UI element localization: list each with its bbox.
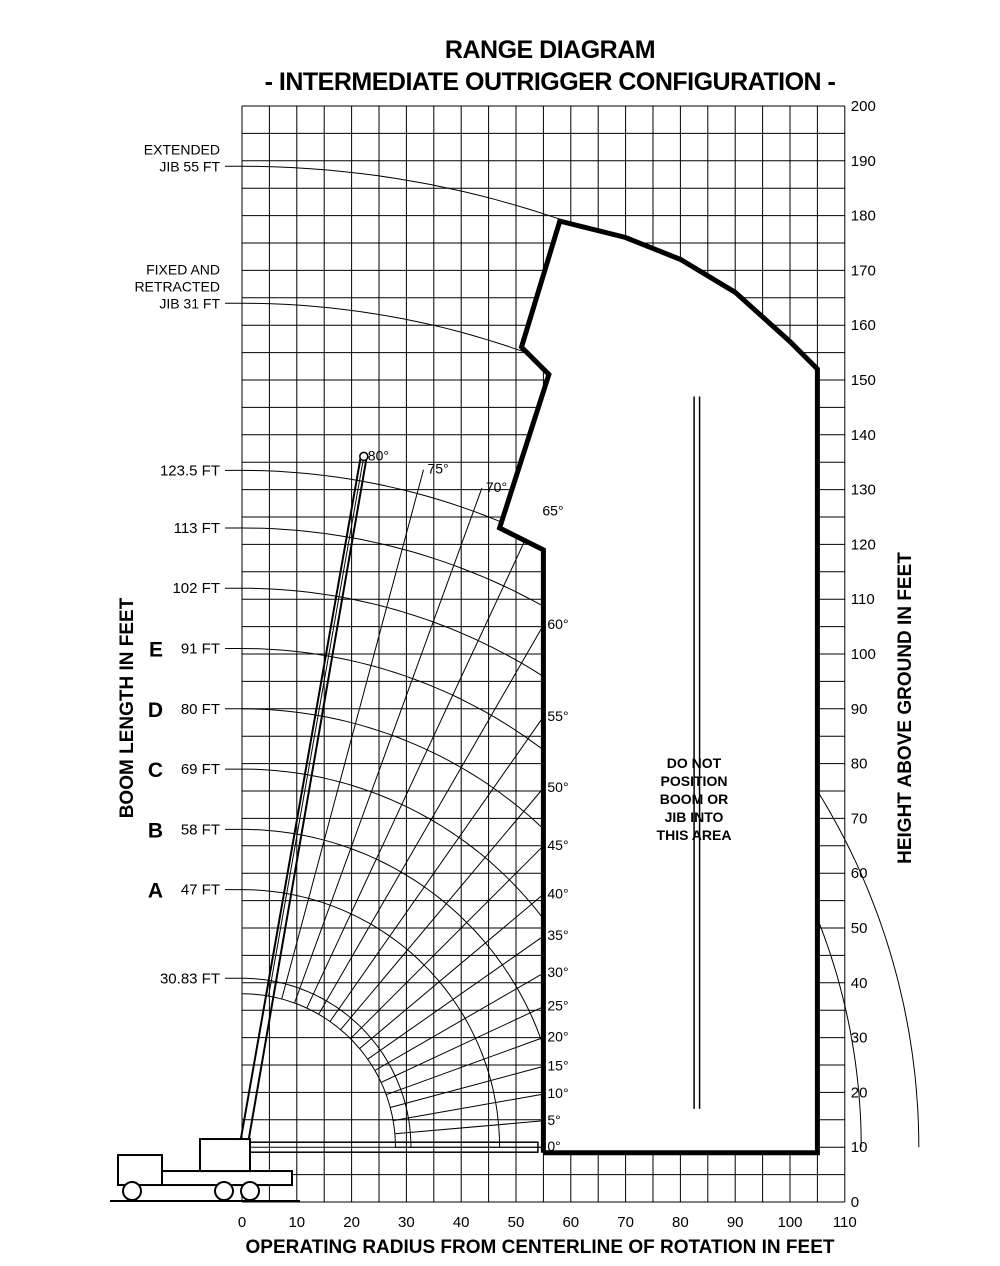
y-tick-label: 150 bbox=[850, 372, 876, 389]
x-tick-label: 40 bbox=[452, 1214, 470, 1231]
y-tick-label: 160 bbox=[850, 317, 876, 335]
x-tick-label: 100 bbox=[777, 1214, 803, 1231]
y-tick-label: 200 bbox=[850, 98, 876, 115]
boom-length-label: 102 FT bbox=[172, 580, 220, 598]
x-tick-label: 50 bbox=[507, 1214, 525, 1231]
angle-ray bbox=[341, 788, 544, 1030]
y-tick-label: 10 bbox=[850, 1139, 868, 1157]
jib-length-label: EXTENDED bbox=[143, 141, 220, 158]
angle-label: 50° bbox=[547, 779, 569, 795]
angle-label: 55° bbox=[547, 707, 569, 724]
jib-length-label: JIB 31 FT bbox=[159, 295, 220, 312]
boom-length-label: 80 FT bbox=[180, 700, 220, 718]
y-tick-label: 40 bbox=[850, 974, 868, 992]
angle-label: 25° bbox=[547, 997, 569, 1014]
x-tick-label: 0 bbox=[237, 1214, 247, 1231]
angle-ray bbox=[330, 717, 543, 1022]
y-tick-label: 110 bbox=[850, 591, 875, 609]
boom-length-label: 30.83 FT bbox=[159, 970, 220, 988]
boom-section-letter: D bbox=[147, 698, 163, 722]
y-tick-label: 100 bbox=[850, 646, 876, 663]
x-tick-label: 10 bbox=[288, 1214, 306, 1231]
x-axis-label: OPERATING RADIUS FROM CENTERLINE OF ROTATION IN FEET bbox=[245, 1237, 835, 1258]
truck-cab bbox=[118, 1155, 162, 1185]
angle-label: 70° bbox=[485, 479, 508, 496]
y-tick-label: 120 bbox=[850, 536, 876, 554]
angle-ray bbox=[282, 470, 424, 999]
x-tick-label: 70 bbox=[617, 1214, 634, 1231]
angle-label: 15° bbox=[547, 1057, 569, 1074]
angle-label: 80° bbox=[367, 447, 389, 464]
boom-length-label: 123.5 FT bbox=[159, 462, 220, 480]
x-tick-label: 60 bbox=[562, 1214, 580, 1231]
jib-length-label: RETRACTED bbox=[134, 278, 220, 295]
boom-length-label: 91 FT bbox=[180, 640, 220, 658]
angle-ray bbox=[319, 625, 544, 1014]
y-tick-label: 180 bbox=[850, 207, 876, 225]
warning-line-3: BOOM OR bbox=[659, 791, 729, 807]
angle-ray bbox=[295, 488, 482, 1003]
angle-label: 45° bbox=[547, 836, 569, 853]
truck-wheel bbox=[241, 1182, 259, 1200]
truck-wheel bbox=[215, 1182, 233, 1200]
x-tick-label: 80 bbox=[672, 1214, 689, 1231]
x-tick-label: 30 bbox=[398, 1214, 415, 1231]
angle-label: 5° bbox=[547, 1111, 561, 1128]
chart-title: RANGE DIAGRAM bbox=[444, 36, 656, 64]
boom-tip bbox=[360, 452, 368, 460]
jib-length-label: JIB 55 FT bbox=[159, 158, 220, 175]
boom-section-letter: A bbox=[147, 879, 163, 903]
boom-length-label: 113 FT bbox=[173, 519, 220, 537]
boom-length-label: 69 FT bbox=[180, 761, 220, 779]
y-tick-label: 140 bbox=[850, 426, 876, 444]
warning-line-1: DO NOT bbox=[666, 755, 722, 771]
warning-line-2: POSITION bbox=[660, 773, 728, 789]
angle-label: 65° bbox=[542, 502, 564, 519]
angle-ray bbox=[390, 1066, 543, 1107]
x-tick-label: 110 bbox=[832, 1214, 857, 1231]
y-tick-label: 0 bbox=[850, 1194, 860, 1211]
y-tick-label: 130 bbox=[850, 481, 876, 499]
jib-length-label: FIXED AND bbox=[146, 261, 220, 278]
x-tick-label: 90 bbox=[726, 1214, 744, 1231]
angle-ray bbox=[386, 1038, 543, 1095]
angle-ray bbox=[395, 1121, 544, 1134]
y-tick-label: 50 bbox=[850, 920, 868, 937]
y-tick-label: 20 bbox=[850, 1084, 868, 1102]
y-tick-label: 90 bbox=[850, 700, 868, 718]
crane-turret bbox=[200, 1139, 250, 1171]
angle-label: 30° bbox=[547, 964, 569, 981]
boom-line bbox=[246, 456, 367, 1155]
boom-section-letter: B bbox=[147, 819, 163, 843]
boom-length-label: 47 FT bbox=[180, 881, 220, 899]
y-axis-label-left: BOOM LENGTH IN FEET bbox=[117, 597, 138, 819]
angle-ray bbox=[375, 973, 544, 1070]
warning-line-4: JIB INTO bbox=[664, 809, 724, 825]
angle-ray bbox=[307, 512, 539, 1009]
warning-line-5: THIS AREA bbox=[656, 827, 732, 843]
boom-line bbox=[238, 456, 361, 1155]
angle-ray bbox=[381, 1007, 543, 1083]
crane-boom bbox=[238, 452, 538, 1155]
angle-ray bbox=[393, 1094, 543, 1121]
y-tick-label: 70 bbox=[850, 810, 868, 828]
chart-subtitle: - INTERMEDIATE OUTRIGGER CONFIGURATION - bbox=[264, 68, 836, 96]
truck-wheel bbox=[123, 1182, 141, 1200]
angle-ray bbox=[368, 936, 544, 1059]
angle-label: 20° bbox=[547, 1028, 569, 1045]
angle-label: 0° bbox=[547, 1138, 561, 1155]
angle-label: 75° bbox=[427, 460, 449, 477]
y-tick-label: 170 bbox=[850, 262, 876, 280]
y-tick-label: 80 bbox=[850, 755, 868, 773]
y-tick-label: 60 bbox=[850, 865, 868, 883]
boom-section-letter: C bbox=[147, 759, 163, 783]
y-axis-label-right: HEIGHT ABOVE GROUND IN FEET bbox=[895, 552, 916, 864]
y-tick-label: 190 bbox=[850, 152, 876, 170]
angle-label: 40° bbox=[547, 885, 569, 902]
x-tick-label: 20 bbox=[343, 1214, 360, 1231]
angle-label: 35° bbox=[547, 927, 569, 944]
y-tick-label: 30 bbox=[850, 1029, 868, 1047]
warning-text bbox=[657, 755, 732, 843]
angle-label: 10° bbox=[547, 1085, 569, 1102]
angle-label: 60° bbox=[547, 616, 569, 633]
truck-icon bbox=[110, 1139, 300, 1201]
boom-length-label: 58 FT bbox=[180, 821, 220, 839]
angle-ray bbox=[269, 456, 364, 996]
boom-section-letter: E bbox=[148, 638, 163, 662]
